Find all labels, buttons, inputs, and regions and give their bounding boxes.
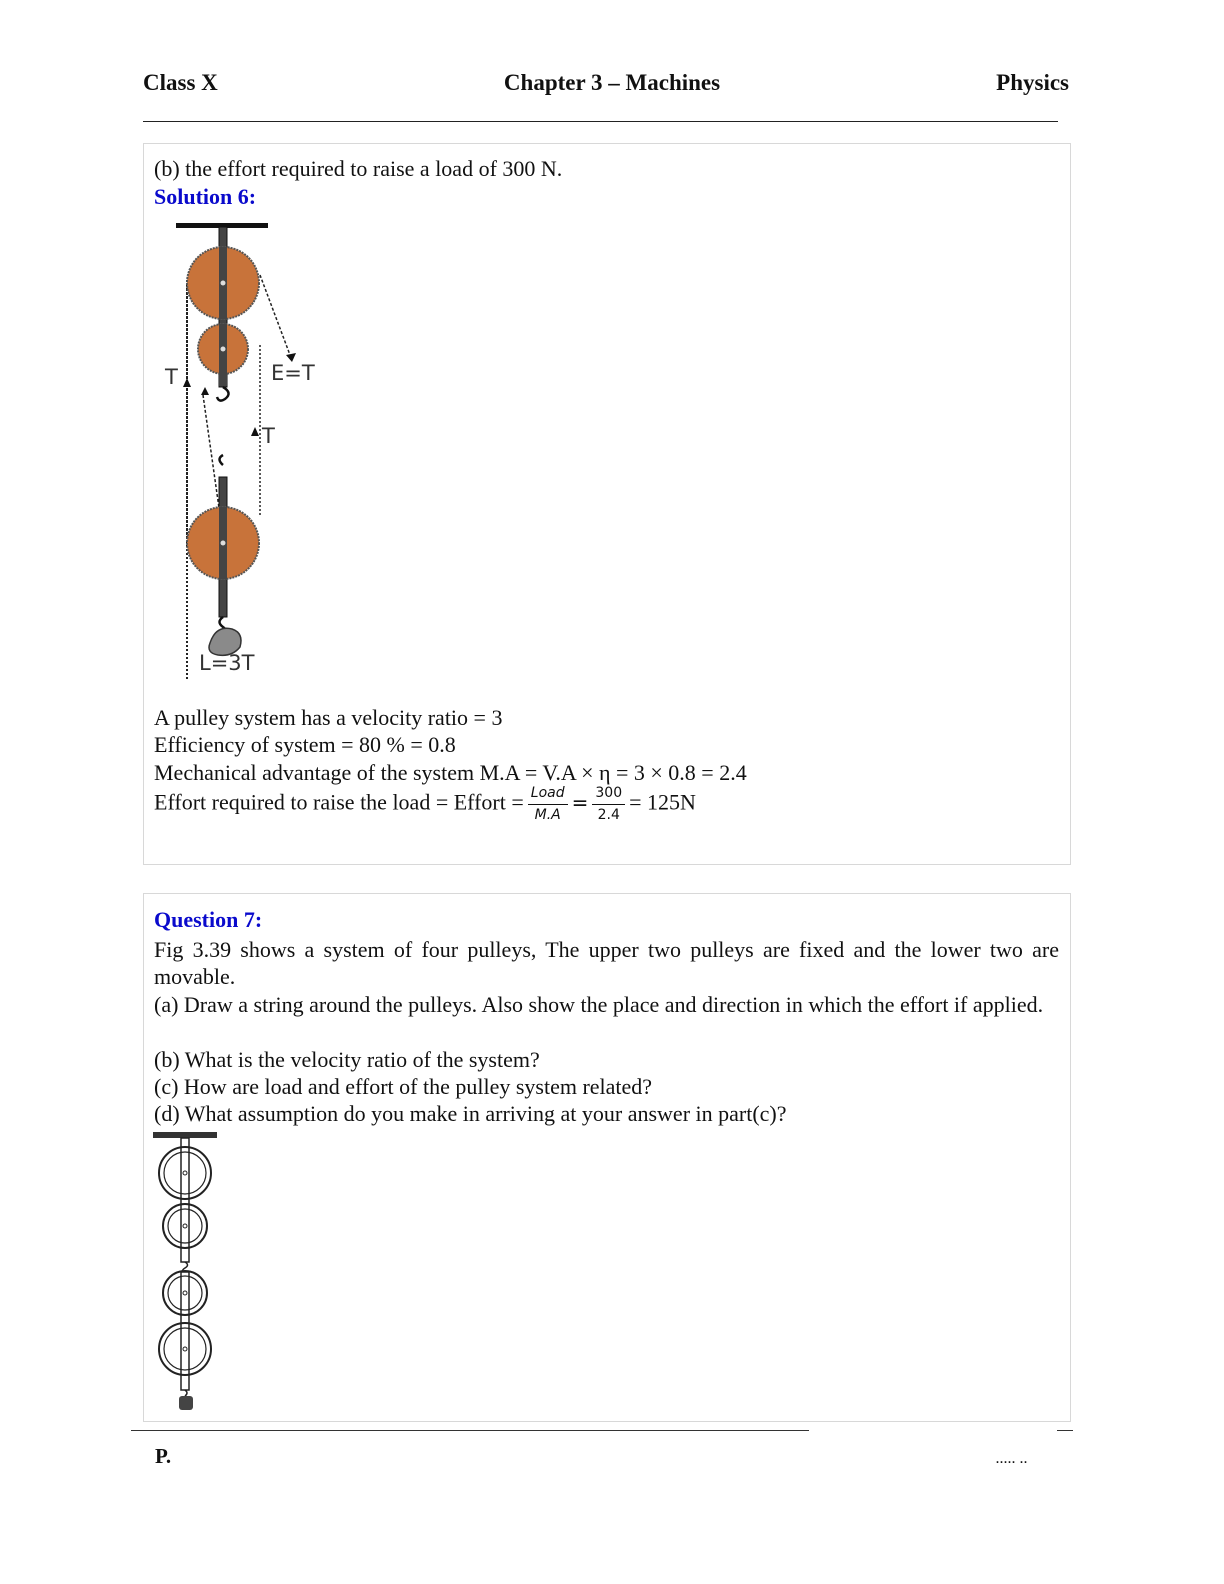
footer-right-text: ..... .. bbox=[996, 1452, 1028, 1466]
header-divider bbox=[143, 121, 1058, 122]
lower-block-rod bbox=[181, 1272, 189, 1390]
string-right bbox=[260, 275, 290, 355]
fraction-300-over-2-4: $\frac{300}{2.4}$ bbox=[592, 785, 625, 824]
question-7-part-d: (d) What assumption do you make in arriving at your answer in part(c)? bbox=[154, 1101, 787, 1126]
question-7-part-a: (a) Draw a string around the pulleys. Also show the place and direction in which the effort if applied. bbox=[154, 992, 1044, 1017]
footer-left-text: P. bbox=[155, 1444, 172, 1468]
solution-line-efficiency: Efficiency of system = 80 % = 0.8 bbox=[154, 732, 456, 757]
solution-line-mechanical-advantage: Mechanical advantage of the system M.A = V.A × η = 3 × 0.8 = 2.4 bbox=[154, 760, 747, 785]
footer-divider-right bbox=[1057, 1430, 1073, 1431]
footer-divider bbox=[131, 1430, 809, 1431]
label-t-left: T bbox=[165, 365, 178, 389]
pulley-diagram-solution-6 bbox=[150, 215, 330, 680]
upper-hook bbox=[217, 387, 229, 401]
question-7-part-c: (c) How are load and effort of the pulley system related? bbox=[154, 1074, 653, 1099]
tension-arrow-diagonal bbox=[201, 387, 209, 395]
label-effort: E=T bbox=[271, 361, 315, 385]
effort-result: = 125N bbox=[629, 789, 696, 815]
header-subject: Physics bbox=[996, 70, 1069, 95]
effort-equals: = bbox=[571, 790, 589, 815]
question-7-title: Question 7: bbox=[154, 907, 263, 932]
ceiling-support-2 bbox=[153, 1132, 217, 1138]
label-load: L=3T bbox=[199, 651, 255, 675]
fraction-load-over-ma: $\frac{\text{Load}}{M.A}$ bbox=[528, 785, 568, 824]
question-7-part-b: (b) What is the velocity ratio of the system? bbox=[154, 1047, 540, 1072]
tension-arrow-left bbox=[183, 378, 191, 387]
solution-line-effort bbox=[154, 785, 696, 824]
four-pulley-diagram bbox=[150, 1128, 230, 1413]
header-chapter: Chapter 3 – Machines bbox=[503, 70, 721, 95]
load-weight bbox=[179, 1396, 193, 1410]
solution-6-title: Solution 6: bbox=[154, 184, 257, 209]
label-t-mid: T bbox=[262, 424, 275, 448]
solution-line-velocity-ratio: A pulley system has a velocity ratio = 3 bbox=[154, 705, 503, 730]
tension-arrow-mid bbox=[251, 427, 259, 436]
header-class: Class X bbox=[143, 70, 218, 95]
question-6-part-b: (b) the effort required to raise a load of 300 N. bbox=[154, 156, 563, 181]
question-7-intro: Fig 3.39 shows a system of four pulleys, The upper two pulleys are fixed and the lower two are movable. bbox=[154, 937, 1059, 989]
effort-prefix: Effort required to raise the load = Effort = bbox=[154, 789, 524, 815]
